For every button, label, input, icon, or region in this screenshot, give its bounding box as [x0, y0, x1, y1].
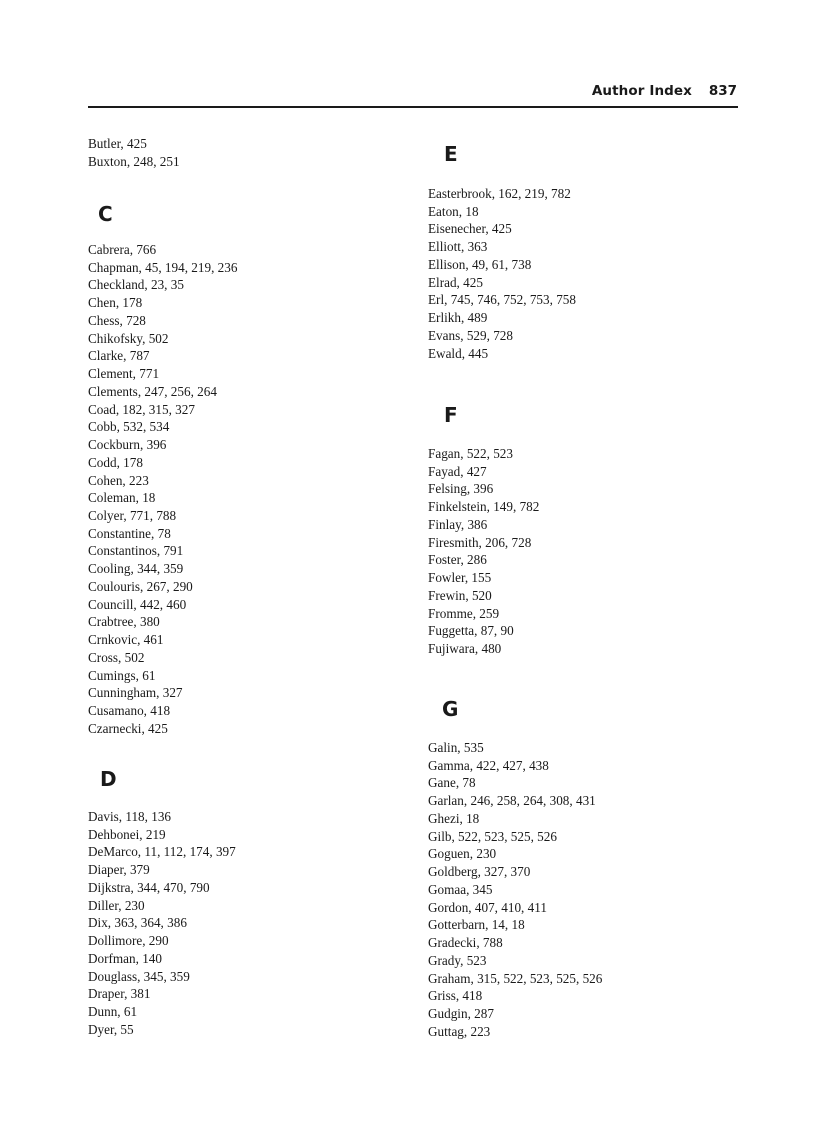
- index-entry: Fromme, 259: [428, 606, 500, 621]
- index-entry: Dix, 363, 364, 386: [88, 915, 187, 930]
- index-entry: Cohen, 223: [88, 473, 149, 488]
- index-entry: Clarke, 787: [88, 348, 150, 363]
- index-entry: Diller, 230: [88, 898, 145, 913]
- index-entry: Finlay, 386: [428, 517, 488, 532]
- index-entry: Galin, 535: [428, 740, 484, 755]
- index-entry: Cockburn, 396: [88, 437, 167, 452]
- index-entry: Grady, 523: [428, 953, 487, 968]
- index-entry: Eisenecher, 425: [428, 221, 512, 236]
- index-entry: Dehbonei, 219: [88, 827, 166, 842]
- index-entry: Fowler, 155: [428, 570, 492, 585]
- index-entry: Buxton, 248, 251: [88, 154, 180, 169]
- index-entry: Ellison, 49, 61, 738: [428, 257, 532, 272]
- index-entry: DeMarco, 11, 112, 174, 397: [88, 844, 236, 859]
- index-entry: Cross, 502: [88, 650, 145, 665]
- index-entry: Finkelstein, 149, 782: [428, 499, 540, 514]
- index-entry: Councill, 442, 460: [88, 597, 187, 612]
- index-entry: Draper, 381: [88, 986, 151, 1001]
- index-entry: Goguen, 230: [428, 846, 497, 861]
- index-entry: Crnkovic, 461: [88, 632, 164, 647]
- index-entry: Gilb, 522, 523, 525, 526: [428, 829, 557, 844]
- index-entry: Fayad, 427: [428, 464, 487, 479]
- index-entry: Checkland, 23, 35: [88, 277, 184, 292]
- index-entry: Graham, 315, 522, 523, 525, 526: [428, 971, 603, 986]
- index-entry: Gudgin, 287: [428, 1006, 494, 1021]
- index-entry: Gordon, 407, 410, 411: [428, 900, 547, 915]
- header-title: Author Index: [591, 83, 692, 99]
- index-entry: Gotterbarn, 14, 18: [428, 917, 525, 932]
- index-entry: Gane, 78: [428, 775, 476, 790]
- index-entry: Chen, 178: [88, 295, 143, 310]
- index-entry: Dijkstra, 344, 470, 790: [88, 880, 210, 895]
- index-entry: Garlan, 246, 258, 264, 308, 431: [428, 793, 596, 808]
- index-entry: Coad, 182, 315, 327: [88, 402, 195, 417]
- index-entry: Coleman, 18: [88, 490, 156, 505]
- index-entry: Chess, 728: [88, 313, 146, 328]
- index-entry: Dorfman, 140: [88, 951, 162, 966]
- index-entry: Griss, 418: [428, 988, 483, 1003]
- index-entry: Czarnecki, 425: [88, 721, 168, 736]
- index-entry: Cunningham, 327: [88, 685, 183, 700]
- index-entry: Chapman, 45, 194, 219, 236: [88, 260, 238, 275]
- index-entry: Erlikh, 489: [428, 310, 488, 325]
- index-entry: Cumings, 61: [88, 668, 156, 683]
- index-entry: Guttag, 223: [428, 1024, 491, 1039]
- index-entry: Diaper, 379: [88, 862, 150, 877]
- index-entry: Elliott, 363: [428, 239, 488, 254]
- index-entry: Dollimore, 290: [88, 933, 169, 948]
- index-entry: Cusamano, 418: [88, 703, 171, 718]
- section-letter-d: D: [100, 767, 117, 791]
- running-header: [88, 82, 738, 108]
- section-letter-g: G: [442, 697, 459, 721]
- index-entry: Evans, 529, 728: [428, 328, 513, 343]
- index-entry: Gomaa, 345: [428, 882, 493, 897]
- section-letter-e: E: [444, 142, 458, 166]
- index-entry: Fuggetta, 87, 90: [428, 623, 514, 638]
- index-entry: Ewald, 445: [428, 346, 489, 361]
- page-number: 837: [708, 83, 737, 99]
- index-entry: Fagan, 522, 523: [428, 446, 513, 461]
- index-entry: Gamma, 422, 427, 438: [428, 758, 549, 773]
- index-entry: Firesmith, 206, 728: [428, 535, 532, 550]
- index-entry: Codd, 178: [88, 455, 143, 470]
- index-entry: Clements, 247, 256, 264: [88, 384, 217, 399]
- index-entry: Chikofsky, 502: [88, 331, 169, 346]
- index-entry: Foster, 286: [428, 552, 487, 567]
- index-entry: Frewin, 520: [428, 588, 492, 603]
- index-entry: Eaton, 18: [428, 204, 479, 219]
- index-entry: Dyer, 55: [88, 1022, 134, 1037]
- index-entry: Constantinos, 791: [88, 543, 184, 558]
- index-entry: Erl, 745, 746, 752, 753, 758: [428, 292, 576, 307]
- index-entry: Douglass, 345, 359: [88, 969, 190, 984]
- index-entry: Colyer, 771, 788: [88, 508, 177, 523]
- index-entry: Crabtree, 380: [88, 614, 160, 629]
- index-entry: Ghezi, 18: [428, 811, 480, 826]
- index-entry: Cooling, 344, 359: [88, 561, 184, 576]
- index-entry: Davis, 118, 136: [88, 809, 172, 824]
- index-entry: Butler, 425: [88, 136, 147, 151]
- index-entry: Goldberg, 327, 370: [428, 864, 531, 879]
- index-entry: Gradecki, 788: [428, 935, 503, 950]
- index-entry: Easterbrook, 162, 219, 782: [428, 186, 571, 201]
- index-entry: Clement, 771: [88, 366, 160, 381]
- index-entry: Constantine, 78: [88, 526, 171, 541]
- section-letter-f: F: [444, 403, 458, 427]
- index-entry: Coulouris, 267, 290: [88, 579, 193, 594]
- section-letter-c: C: [98, 202, 113, 226]
- index-entry: Felsing, 396: [428, 481, 494, 496]
- index-entry: Cabrera, 766: [88, 242, 157, 257]
- index-entry: Fujiwara, 480: [428, 641, 502, 656]
- index-entry: Cobb, 532, 534: [88, 419, 170, 434]
- index-entry: Dunn, 61: [88, 1004, 138, 1019]
- index-entry: Elrad, 425: [428, 275, 483, 290]
